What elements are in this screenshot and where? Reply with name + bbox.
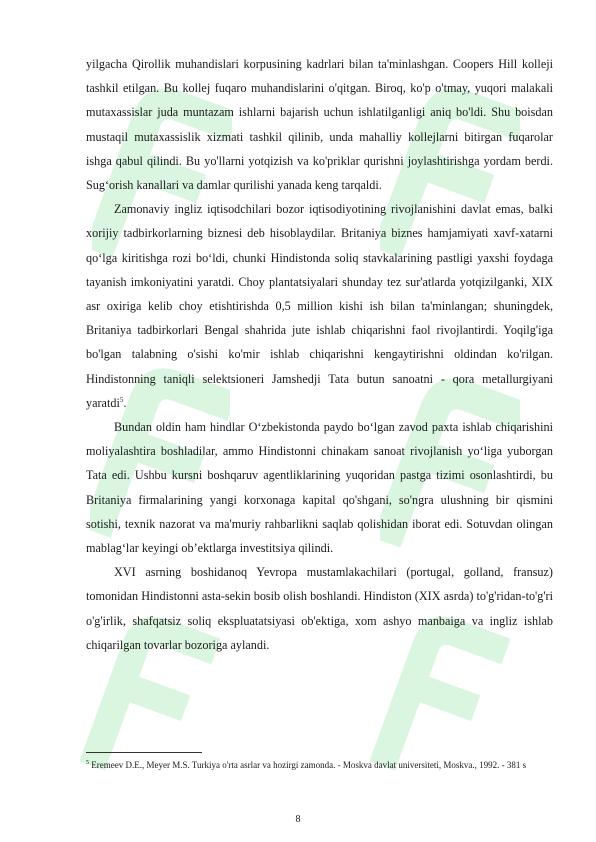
paragraph: XVI asrning boshidanoq Yevropa mustamlakachilari (portugal, golland, fransuz) tomonidan Hindistonni asta-sekin bosib olish boshlandi. Hindiston (XIX asrda) to'g'ridan-to'g'ri o'g'irlik, shafqatsiz soliq ekspluatatsiyasi ob'ektiga, xom ashyo manbaiga va ingliz ishlab chiqarilgan tovarlar bozoriga aylandi.	[86, 565, 553, 652]
paragraph-end-period: .	[123, 395, 127, 410]
footnote-text: Eremeev D.E., Meyer M.S. Turkiya o'rta asrlar va hozirgi zamonda. - Moskva davlat universiteti, Moskva., 1992. - 381 s	[89, 760, 527, 770]
paragraph	[86, 197, 553, 415]
paragraph-text: Zamonaviy ingliz iqtisodchilari bozor iqtisodiyotining rivojlanishini davlat emas, balki xorijiy tadbirkorlarning biznesi deb hisoblaydilar. Britaniya biznes hamjamiyati xavf-xatarni qo‘lga kiritishga rozi bo‘ldi, chunki Hindistonda soliq stavkalarining pastligi yaxshi foydaga tayanish imkoniyatini yaratdi. Choy plantatsiyalari shunday tez sur'atlarda yotqizilganki, XIX asr oxiriga kelib choy etishtirishda 0,5 million kishi ish bilan ta'minlangan; shuningdek, Britaniya tadbirkorlari Bengal shahrida jute ishlab chiqarishni faol rivojlantirdi. Yoqilg'iga bo'lgan talabning o'sishi ko'mir ishlab chiqarishni kengaytirishni oldindan ko'rilgan. Hindistonning taniqli selektsioneri Jamshedji Tata butun sanoatni - qora metallurgiyani yaratdi	[86, 202, 553, 410]
page-number: 8	[295, 814, 301, 825]
footnote	[86, 756, 553, 774]
body-text	[86, 52, 553, 657]
footnote-number: 5	[86, 760, 89, 766]
paragraph: Bundan oldin ham hindlar O‘zbekistonda paydo bo‘lgan zavod paxta ishlab chiqarishini moliyalashtira boshladilar, ammo Hindistonni chinakam sanoat rivojlanish yo‘liga yuborgan Tata edi. Ushbu kursni boshqaruv agentliklarining yuqoridan pastga tizimi osonlashtirdi, bu Britaniya firmalarining yangi korxonaga kapital qo'shgani, so'ngra ulushning bir qismini sotishi, texnik nazorat va ma'muriy rahbarlikni saqlab qolishidan iborat edi. Sotuvdan olingan mablag‘lar keyingi ob’ektlarga investitsiya qilindi.	[86, 420, 553, 556]
paragraph: yilgacha Qirollik muhandislari korpusining kadrlari bilan ta'minlashgan. Coopers Hill kolleji tashkil etilgan. Bu kollej fuqaro muhandislarini o'qitgan. Biroq, ko'p o'tmay, yuqori malakali mutaxassislar juda muntazam ishlarni bajarish uchun ishlatilganligi aniq bo'ldi. Shu boisdan mustaqil mutaxassislik xizmati tashkil qilinib, unda mahalliy kollejlarni bitirgan fuqarolar ishga qabul qilindi. Bu yo'llarni yotqizish va ko'priklar qurishni joylashtirishga yordam berdi. Sug‘orish kanallari va damlar qurilishi yanada keng tarqaldi.	[86, 57, 553, 193]
footnote-divider	[86, 752, 202, 753]
footnote-reference[interactable]: 5	[119, 395, 124, 404]
